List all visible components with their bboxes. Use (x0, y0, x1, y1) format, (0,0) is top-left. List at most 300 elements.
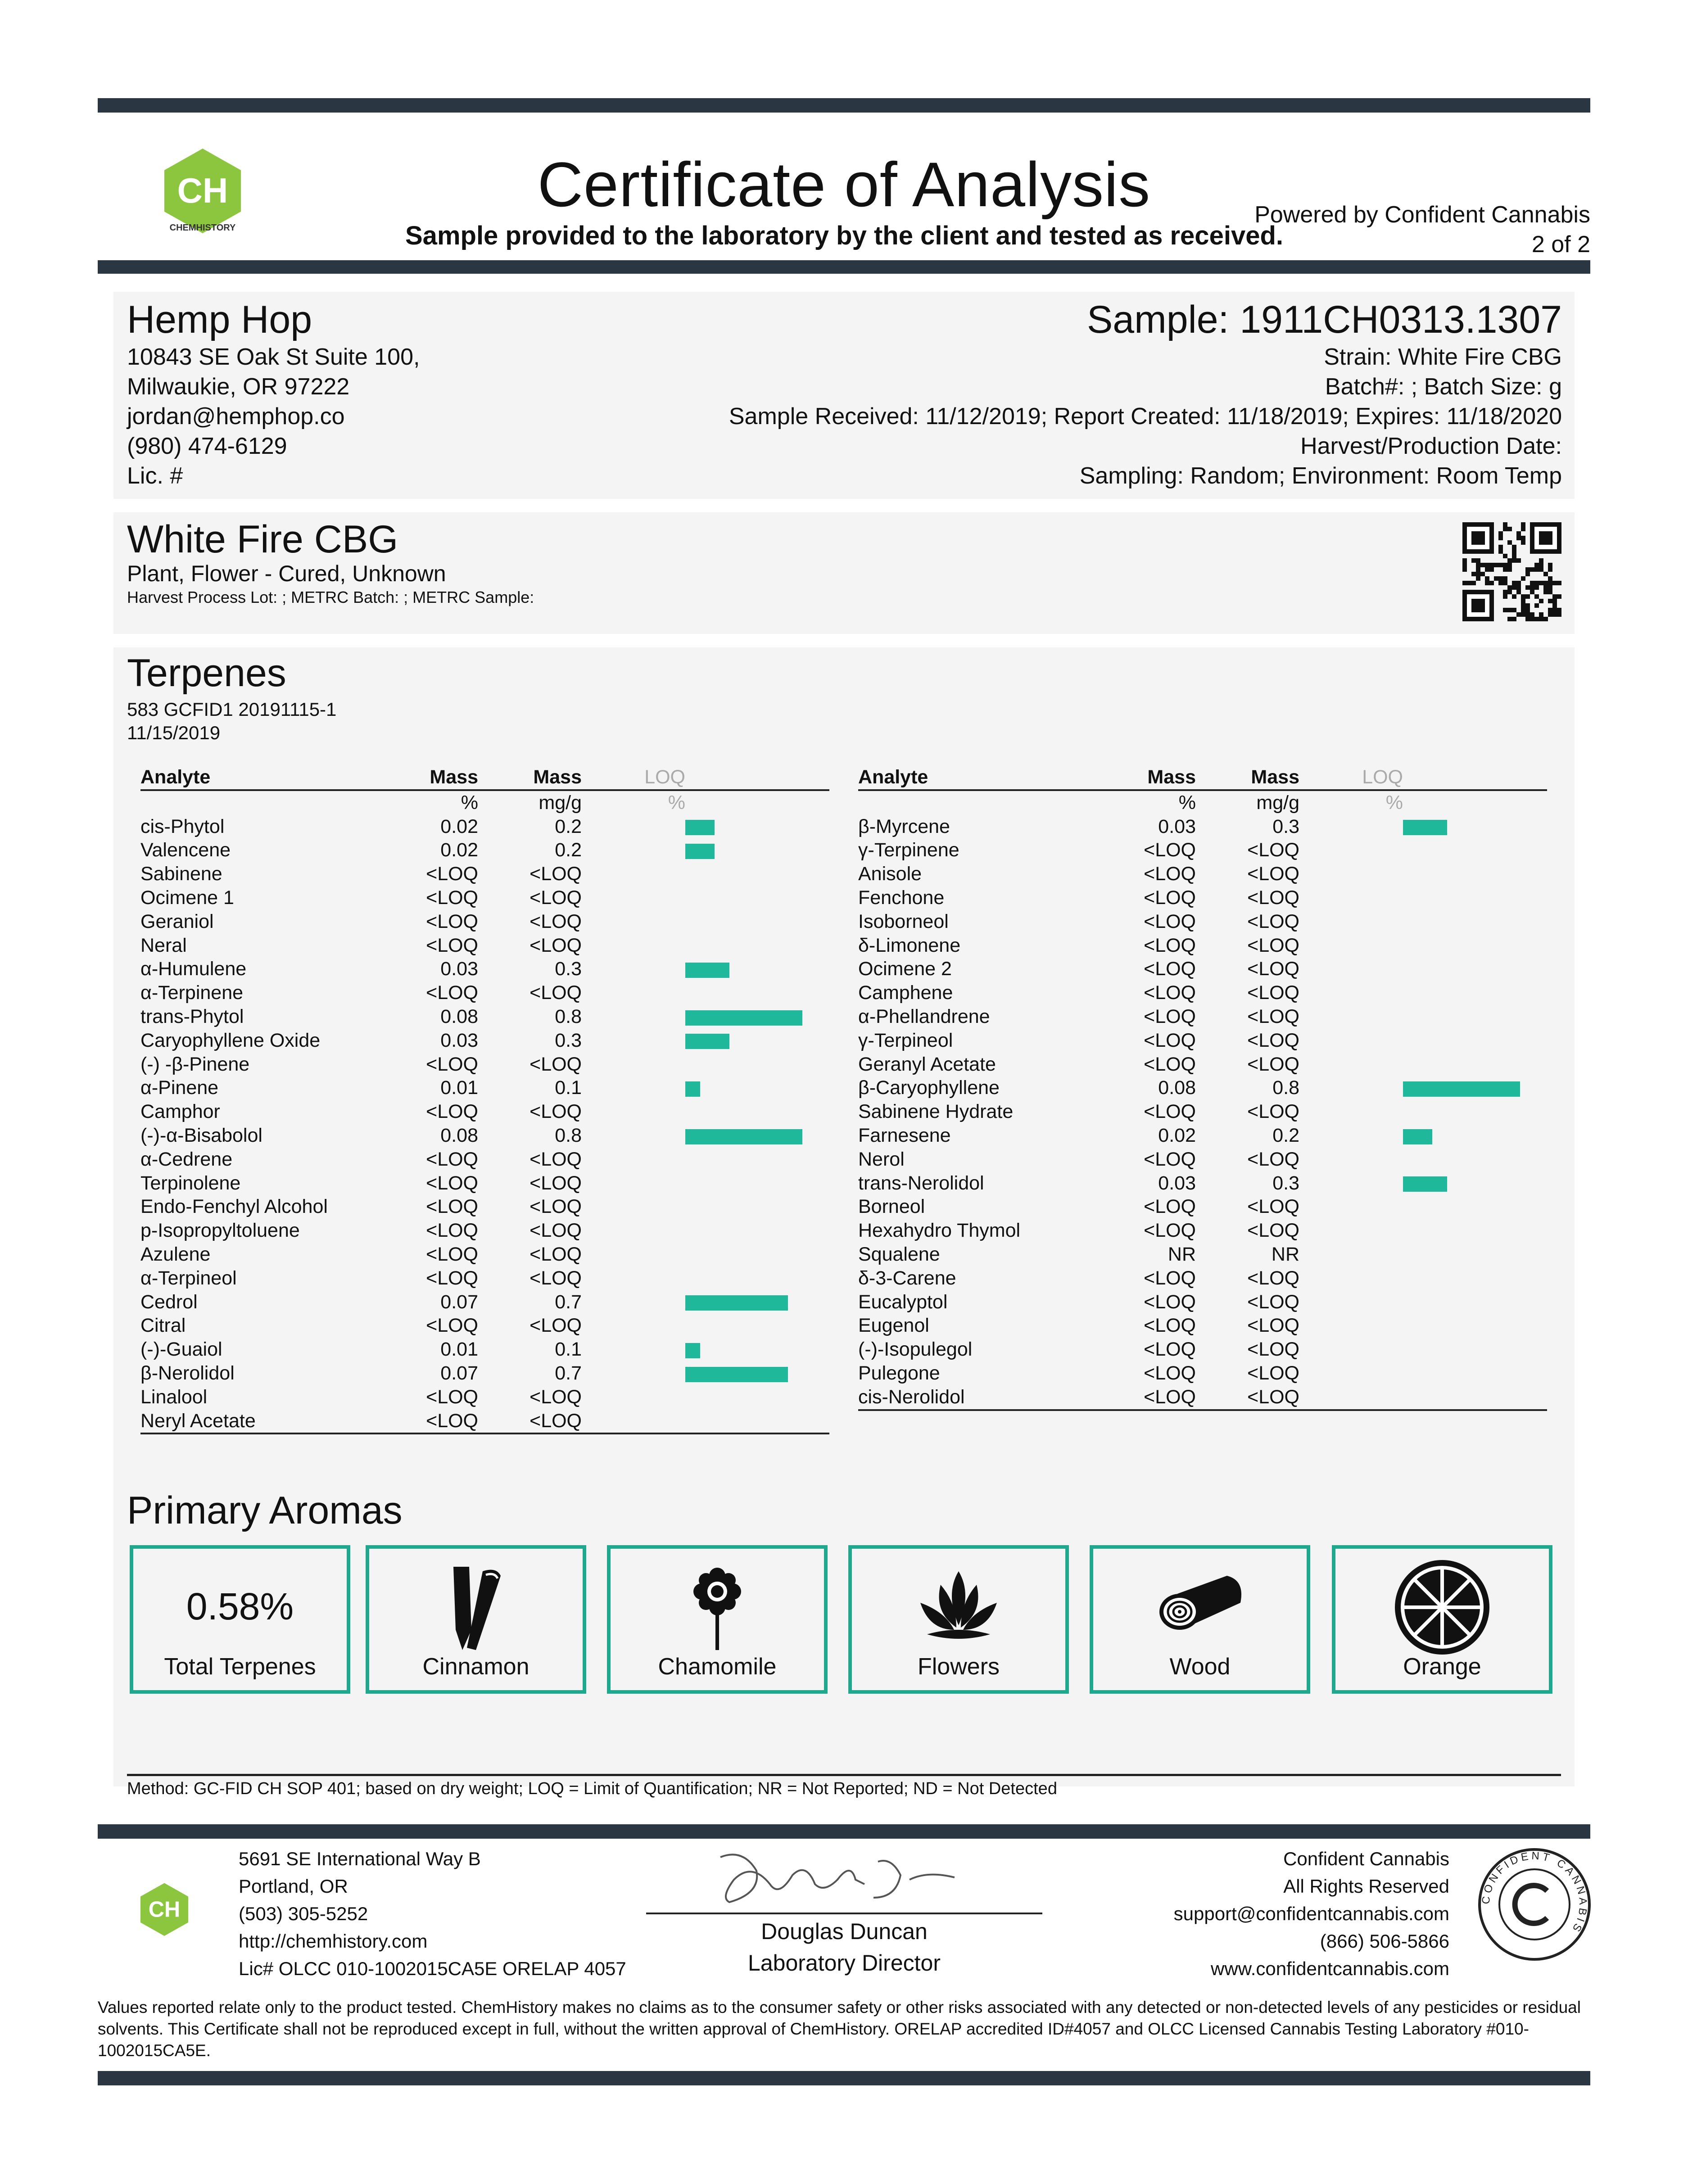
bar-cell (1403, 1290, 1547, 1314)
mass-pct: <LOQ (1144, 958, 1196, 980)
product-type: Plant, Flower - Cured, Unknown (127, 561, 446, 586)
mass-mg: 0.3 (555, 958, 582, 980)
analyte-name: Eugenol (858, 1315, 929, 1337)
unit-mgg: mg/g (1256, 791, 1299, 814)
bar-cell (1403, 815, 1547, 839)
terpene-bar (685, 1034, 729, 1049)
analyte-name: α-Phellandrene (858, 1005, 990, 1027)
loq-value (582, 1029, 685, 1053)
mass-pct: <LOQ (1119, 1385, 1196, 1410)
analyte-name: Sabinene (140, 863, 222, 885)
loq-value (1299, 1124, 1403, 1148)
loq-value (1299, 1053, 1403, 1076)
sample-batch: Batch#: ; Batch Size: g (1325, 374, 1562, 400)
mass-pct: <LOQ (426, 982, 478, 1004)
table-row (858, 1100, 1547, 1124)
col-loq: LOQ (582, 765, 685, 790)
bar-cell (1403, 1053, 1547, 1076)
mass-pct: 0.03 (440, 1029, 478, 1051)
bar-cell (685, 862, 829, 886)
bar-cell (685, 981, 829, 1005)
bar-cell (685, 957, 829, 981)
mass-mg: 0.7 (555, 1362, 582, 1384)
col-analyte: Analyte (858, 765, 1119, 790)
analyte-name: Squalene (858, 1243, 940, 1265)
qr-code (1462, 522, 1561, 621)
mass-pct: <LOQ (426, 1101, 478, 1123)
mass-pct: <LOQ (1144, 1362, 1196, 1384)
analyte-name: cis-Phytol (140, 815, 225, 837)
table-row (140, 934, 829, 958)
loq-value (582, 957, 685, 981)
aroma-orange (1332, 1545, 1552, 1694)
analyte-name: Citral (140, 1315, 186, 1337)
table-row (140, 1361, 829, 1385)
mass-pct: 0.02 (440, 839, 478, 861)
mass-pct: <LOQ (426, 1196, 478, 1218)
terpene-bar (685, 1081, 700, 1097)
analyte-name: Anisole (858, 863, 922, 885)
loq-value (582, 1171, 685, 1195)
table-row (858, 1361, 1547, 1385)
terpenes-header (127, 648, 336, 745)
table-row (858, 1219, 1547, 1243)
page-number: 2 of 2 (1531, 231, 1590, 258)
bar-cell (685, 886, 829, 910)
table-row (140, 981, 829, 1005)
orange-icon (1393, 1558, 1492, 1657)
analyte-name: γ-Terpineol (858, 1029, 953, 1051)
loq-value (582, 1124, 685, 1148)
bar-cell (1403, 1005, 1547, 1029)
mass-pct: 0.08 (440, 1005, 478, 1027)
table-row (140, 957, 829, 981)
mass-pct: <LOQ (1144, 863, 1196, 885)
terpene-bar (1403, 820, 1447, 835)
logo-letters: CH (177, 171, 228, 210)
table-row (140, 1148, 829, 1171)
terpene-bar (685, 1367, 788, 1382)
table-row (140, 1029, 829, 1053)
col-analyte: Analyte (140, 765, 402, 790)
analyte-name: Azulene (140, 1243, 211, 1265)
mass-pct: 0.07 (440, 1362, 478, 1384)
table-row (858, 886, 1547, 910)
analyte-name: α-Cedrene (140, 1148, 233, 1170)
mass-pct: <LOQ (426, 863, 478, 885)
mass-pct: 0.07 (440, 1291, 478, 1313)
terpene-bar (685, 1343, 700, 1358)
unit-pct: % (1178, 791, 1196, 814)
loq-value (582, 1361, 685, 1385)
analyte-name: γ-Terpinene (858, 839, 959, 861)
aroma-label: Chamomile (658, 1654, 777, 1680)
bar-cell (685, 1076, 829, 1100)
table-row (858, 1385, 1547, 1410)
confident-cannabis-seal (1476, 1846, 1593, 1963)
mass-mg: <LOQ (529, 1101, 582, 1123)
bar-cell (685, 838, 829, 862)
analyte-name: Geraniol (140, 910, 214, 932)
analyte-name: (-)-Guaiol (140, 1338, 222, 1361)
bar-cell (1403, 838, 1547, 862)
mass-mg: <LOQ (529, 1386, 582, 1408)
mass-pct: <LOQ (1144, 1315, 1196, 1337)
powered-by-text: Powered by Confident Cannabis (1254, 202, 1590, 228)
loq-value (582, 1005, 685, 1029)
analyte-name: Neryl Acetate (140, 1409, 402, 1434)
terpene-bar (1403, 1081, 1520, 1097)
sample-strain: Strain: White Fire CBG (1324, 344, 1562, 370)
terpenes-table-left (140, 765, 829, 1434)
table-row (140, 815, 829, 839)
mass-pct: <LOQ (402, 1409, 478, 1434)
lab-info (239, 1845, 626, 1982)
analyte-name: cis-Nerolidol (858, 1385, 1119, 1410)
header-divider (98, 260, 1590, 274)
analyte-name: Nerol (858, 1148, 905, 1170)
mass-mg: <LOQ (529, 863, 582, 885)
chemhistory-logo-icon (131, 1880, 198, 1943)
loq-value (582, 862, 685, 886)
analyte-name: Fenchone (858, 886, 945, 909)
col-loq: LOQ (1299, 765, 1403, 790)
client-phone: (980) 474-6129 (127, 433, 287, 459)
loq-value (1299, 815, 1403, 839)
client-address1: 10843 SE Oak St Suite 100, (127, 344, 420, 370)
mass-pct: <LOQ (426, 1053, 478, 1075)
wood-icon (1150, 1562, 1249, 1652)
bar-cell (685, 815, 829, 839)
table-row (140, 910, 829, 934)
analyte-name: α-Humulene (140, 958, 247, 980)
col-bar (685, 765, 829, 790)
product-lot: Harvest Process Lot: ; METRC Batch: ; METRC Sample: (127, 588, 534, 606)
logo-letters: CH (148, 1897, 181, 1922)
mass-mg: 0.2 (555, 839, 582, 861)
unit-pct: % (461, 791, 478, 814)
lab-phone: (503) 305-5252 (239, 1903, 368, 1924)
terpene-bar (1403, 1129, 1432, 1144)
table-row (858, 1171, 1547, 1195)
mass-mg: <LOQ (1247, 1101, 1299, 1123)
loq-value (1299, 1290, 1403, 1314)
mass-mg: <LOQ (1247, 1315, 1299, 1337)
mass-pct: <LOQ (426, 1148, 478, 1170)
mass-pct: <LOQ (1144, 839, 1196, 861)
cc-website[interactable]: www.confidentcannabis.com (1211, 1958, 1449, 1979)
mass-mg: <LOQ (529, 982, 582, 1004)
aroma-cinnamon (366, 1545, 586, 1694)
mass-mg: <LOQ (1247, 863, 1299, 885)
mass-pct: 0.03 (1158, 815, 1196, 837)
analyte-name: Geranyl Acetate (858, 1053, 996, 1075)
mass-mg: <LOQ (1247, 958, 1299, 980)
aroma-label: Flowers (917, 1654, 1000, 1680)
footer-divider (98, 1824, 1590, 1839)
loq-value (1299, 1243, 1403, 1266)
mass-mg: <LOQ (1247, 1220, 1299, 1242)
loq-value (1299, 1100, 1403, 1124)
bar-cell (685, 1148, 829, 1171)
bar-cell (1403, 1148, 1547, 1171)
logo-caption: CHEMHISTORY (169, 223, 236, 233)
loq-value (582, 1076, 685, 1100)
chamomile-icon (686, 1562, 749, 1652)
bar-cell (1403, 1029, 1547, 1053)
mass-mg: <LOQ (1247, 1291, 1299, 1313)
loq-value (1299, 957, 1403, 981)
terpenes-date: 11/15/2019 (127, 722, 221, 743)
cc-name: Confident Cannabis (1283, 1848, 1449, 1869)
mass-mg: <LOQ (1247, 1005, 1299, 1027)
analyte-name: p-Isopropyltoluene (140, 1220, 300, 1242)
aroma-flowers (848, 1545, 1069, 1694)
cc-rights: All Rights Reserved (1283, 1876, 1449, 1897)
cinnamon-icon (444, 1562, 507, 1652)
page-subtitle: Sample provided to the laboratory by the client and tested as received. (405, 221, 1283, 250)
analyte-name: δ-3-Carene (858, 1267, 956, 1289)
aroma-wood (1090, 1545, 1310, 1694)
disclaimer: Values reported relate only to the product tested. ChemHistory makes no claims as to the consumer safety or other risks associated with any detected or non-detected levels of any pesticides or residual solvents. This Certificate shall not be reproduced except in full, without the written approval of ChemHistory. ORELAP accredited ID#4057 and OLCC Licensed Cannabis Testing Laboratory #010-1002015CA5E. (98, 1998, 1581, 2060)
table-row (140, 1124, 829, 1148)
loq-value (582, 1195, 685, 1219)
signature (702, 1844, 982, 1916)
loq-value (1299, 910, 1403, 934)
bar-cell (1403, 1338, 1547, 1361)
cc-seal-text: CONFIDENT CANNABIS (1480, 1849, 1589, 1936)
mass-pct: <LOQ (1144, 934, 1196, 956)
mass-mg: <LOQ (1247, 1362, 1299, 1384)
analyte-name: Isoborneol (858, 910, 949, 932)
mass-mg: <LOQ (529, 1148, 582, 1170)
lab-license: Lic# OLCC 010-1002015CA5E ORELAP 4057 (239, 1958, 626, 1979)
col-mass-mg: Mass (478, 765, 582, 790)
loq-value (1299, 1005, 1403, 1029)
mass-mg: 0.2 (1272, 1124, 1299, 1146)
loq-value (582, 1385, 685, 1409)
mass-mg: <LOQ (1247, 1029, 1299, 1051)
table-row (140, 838, 829, 862)
total-terpenes-value: 0.58% (186, 1585, 294, 1628)
bar-cell (685, 1243, 829, 1266)
loq-value (582, 1338, 685, 1361)
mass-pct: 0.03 (1158, 1172, 1196, 1194)
analyte-name: Farnesene (858, 1124, 951, 1146)
bar-cell (685, 934, 829, 958)
analyte-name: δ-Limonene (858, 934, 961, 956)
bottom-bar (98, 2071, 1590, 2085)
col-mass-pct: Mass (1119, 765, 1196, 790)
client-license: Lic. # (127, 463, 183, 489)
bar-cell (1403, 886, 1547, 910)
table-row (858, 1195, 1547, 1219)
aromas-heading: Primary Aromas (127, 1489, 403, 1532)
loq-value (1299, 1171, 1403, 1195)
table-row (140, 1266, 829, 1290)
table-row (858, 815, 1547, 839)
bar-cell (685, 1005, 829, 1029)
bar-cell (685, 1100, 829, 1124)
lab-address1: 5691 SE International Way B (239, 1848, 481, 1869)
mass-pct: <LOQ (426, 1220, 478, 1242)
analyte-name: Eucalyptol (858, 1291, 948, 1313)
mass-pct: <LOQ (1144, 1291, 1196, 1313)
terpenes-instrument: 583 GCFID1 20191115-1 (127, 699, 337, 720)
mass-mg: <LOQ (529, 886, 582, 909)
mass-pct: <LOQ (426, 1267, 478, 1289)
mass-pct: <LOQ (426, 1315, 478, 1337)
client-address2: Milwaukie, OR 97222 (127, 374, 350, 400)
table-row (140, 862, 829, 886)
analyte-name: Ocimene 2 (858, 958, 952, 980)
bar-cell (1403, 1361, 1547, 1385)
table-row (140, 886, 829, 910)
mass-pct: <LOQ (426, 886, 478, 909)
mass-mg: 0.3 (1272, 1172, 1299, 1194)
table-row (858, 1266, 1547, 1290)
bar-cell (1403, 1195, 1547, 1219)
total-terpenes-label: Total Terpenes (164, 1654, 316, 1680)
mass-pct: <LOQ (1144, 1029, 1196, 1051)
client-email: jordan@hemphop.co (127, 403, 345, 430)
analyte-name: β-Caryophyllene (858, 1077, 1000, 1099)
table-row (140, 1338, 829, 1361)
mass-pct: 0.02 (440, 815, 478, 837)
bar-cell (1403, 1076, 1547, 1100)
mass-mg: 0.3 (555, 1029, 582, 1051)
mass-pct: <LOQ (426, 1386, 478, 1408)
analyte-name: Hexahydro Thymol (858, 1220, 1021, 1242)
loq-value (582, 1314, 685, 1338)
col-mass-pct: Mass (402, 765, 478, 790)
mass-mg: 0.8 (1272, 1077, 1299, 1099)
table-row (858, 910, 1547, 934)
analyte-name: Borneol (858, 1196, 925, 1218)
mass-pct: <LOQ (1144, 1196, 1196, 1218)
table-row (140, 1171, 829, 1195)
mass-mg: 0.8 (555, 1124, 582, 1146)
mass-pct: NR (1168, 1243, 1196, 1265)
total-terpenes-box (130, 1545, 350, 1694)
table-row (140, 1219, 829, 1243)
loq-value (582, 1053, 685, 1076)
mass-mg: <LOQ (1196, 1385, 1299, 1410)
loq-value (1299, 838, 1403, 862)
aroma-label: Wood (1169, 1654, 1231, 1680)
mass-mg: <LOQ (1247, 1267, 1299, 1289)
analyte-name: Linalool (140, 1386, 208, 1408)
method-note: Method: GC-FID CH SOP 401; based on dry weight; LOQ = Limit of Quantification; NR = Not Reported; ND = Not Detected (127, 1779, 1057, 1798)
bar-cell (1403, 981, 1547, 1005)
sample-id: Sample: 1911CH0313.1307 (1086, 298, 1562, 341)
table-row (140, 1385, 829, 1409)
mass-pct: 0.01 (440, 1338, 478, 1361)
terpene-bar (1403, 1176, 1447, 1192)
mass-mg: <LOQ (1247, 886, 1299, 909)
analyte-name: β-Myrcene (858, 815, 950, 837)
mass-pct: <LOQ (1144, 886, 1196, 909)
table-row (858, 1290, 1547, 1314)
mass-mg: <LOQ (1247, 1338, 1299, 1361)
mass-mg: 0.8 (555, 1005, 582, 1027)
bar-cell (685, 1385, 829, 1409)
mass-pct: <LOQ (1144, 1148, 1196, 1170)
loq-value (582, 1219, 685, 1243)
analyte-name: β-Nerolidol (140, 1362, 235, 1384)
signer (646, 1916, 1042, 1979)
method-divider (127, 1774, 1561, 1776)
bar-cell (685, 1338, 829, 1361)
analyte-name: Valencene (140, 839, 231, 861)
mass-mg: 0.1 (555, 1077, 582, 1099)
loq-value (1299, 1148, 1403, 1171)
table-row (858, 1148, 1547, 1171)
analyte-name: trans-Nerolidol (858, 1172, 984, 1194)
table-row (858, 1314, 1547, 1338)
table-row (858, 1005, 1547, 1029)
loq-value (1299, 862, 1403, 886)
bar-cell (685, 1124, 829, 1148)
mass-mg: <LOQ (1247, 934, 1299, 956)
mass-pct: <LOQ (426, 910, 478, 932)
loq-value (1299, 1338, 1403, 1361)
mass-mg: <LOQ (529, 910, 582, 932)
sample-info (729, 297, 1562, 491)
cc-email[interactable]: support@confidentcannabis.com (1173, 1903, 1449, 1924)
table-row (858, 981, 1547, 1005)
sample-dates: Sample Received: 11/12/2019; Report Created: 11/18/2019; Expires: 11/18/2020 (729, 403, 1562, 430)
lab-website[interactable]: http://chemhistory.com (239, 1931, 428, 1952)
mass-pct: <LOQ (426, 1172, 478, 1194)
bar-cell (1403, 1243, 1547, 1266)
mass-mg: <LOQ (529, 1053, 582, 1075)
table-row (858, 862, 1547, 886)
mass-mg: 0.3 (1272, 815, 1299, 837)
mass-mg: 0.1 (555, 1338, 582, 1361)
analyte-name: Ocimene 1 (140, 886, 234, 909)
bar-cell (1403, 1314, 1547, 1338)
analyte-name: Sabinene Hydrate (858, 1101, 1014, 1123)
mass-pct: 0.08 (440, 1124, 478, 1146)
mass-pct: <LOQ (1144, 1220, 1196, 1242)
bar-cell (685, 1409, 829, 1434)
table-row (140, 1290, 829, 1314)
loq-value (582, 1409, 685, 1434)
bar-cell (1403, 862, 1547, 886)
loq-value (1299, 886, 1403, 910)
loq-value (1299, 1076, 1403, 1100)
mass-pct: <LOQ (1144, 1053, 1196, 1075)
loq-value (582, 934, 685, 958)
analyte-name: α-Terpinene (140, 982, 244, 1004)
mass-pct: <LOQ (1144, 1005, 1196, 1027)
loq-value (582, 815, 685, 839)
loq-value (582, 1266, 685, 1290)
mass-mg: <LOQ (529, 1196, 582, 1218)
bar-cell (685, 1171, 829, 1195)
loq-value (582, 1148, 685, 1171)
loq-value (1299, 1195, 1403, 1219)
analyte-name: (-)-Isopulegol (858, 1338, 973, 1361)
analyte-name: Camphene (858, 982, 953, 1004)
terpene-bar (685, 1295, 788, 1311)
mass-mg: <LOQ (529, 1267, 582, 1289)
mass-mg: <LOQ (529, 1315, 582, 1337)
sample-sampling: Sampling: Random; Environment: Room Temp (1079, 463, 1562, 489)
mass-pct: <LOQ (426, 1243, 478, 1265)
mass-mg: <LOQ (478, 1409, 582, 1434)
